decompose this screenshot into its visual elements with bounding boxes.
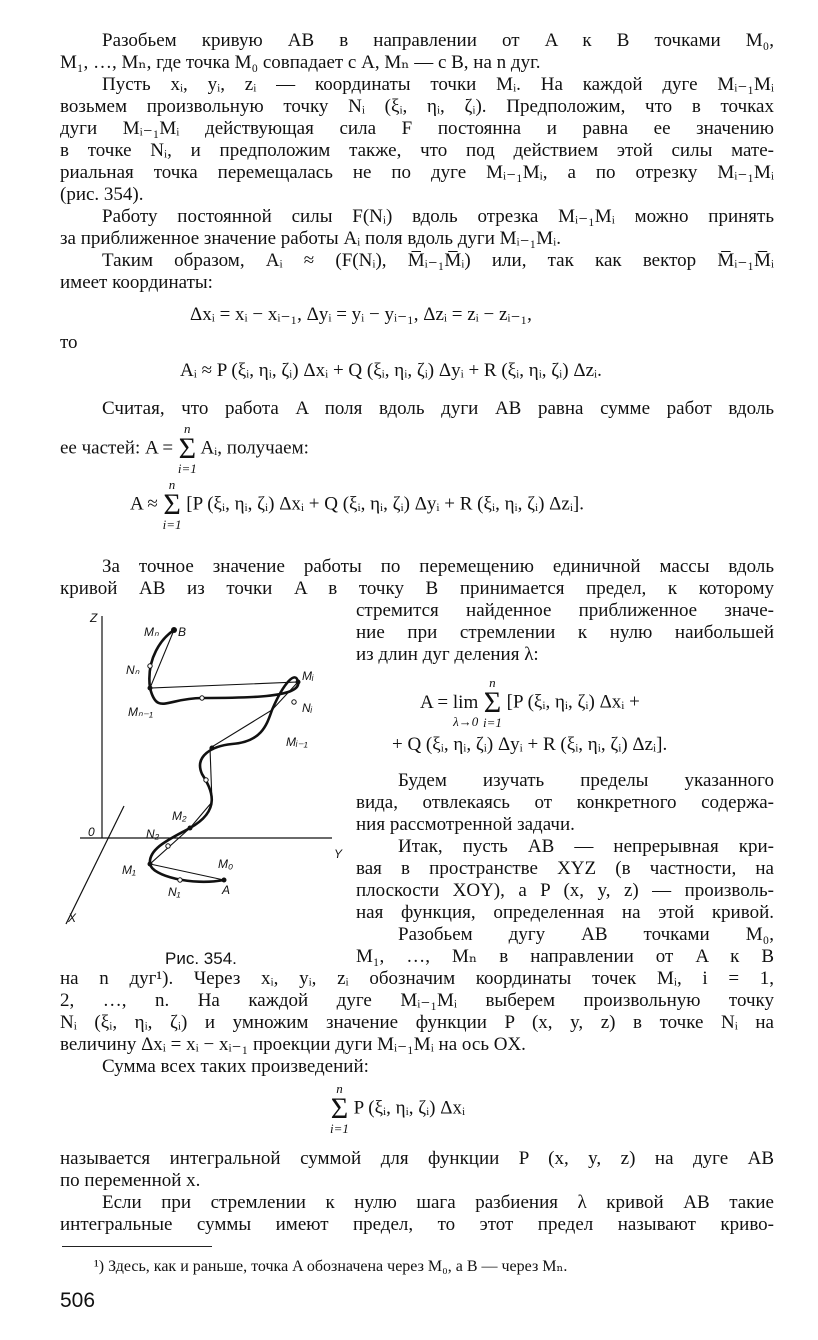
equation-work-sum-lhs: A ≈ [130, 493, 158, 515]
point-n1 [178, 878, 182, 882]
label-mn: Mₙ [144, 625, 159, 639]
para-4-line-2: имеет координаты: [60, 272, 213, 293]
intermediate-points [148, 664, 296, 882]
limit-lhs: A = lim [420, 692, 479, 713]
para-5-line-2 [60, 422, 774, 476]
para-8-line-4: ная функция, определенная на этой кривой. [356, 902, 774, 923]
sigma-symbol: Σ [163, 488, 181, 521]
label-x: X [68, 911, 77, 925]
para-2-line-5: риальная точка перемещалась не по дуге Mᵢ₋₁Mᵢ, а по отрезку Mᵢ₋₁Mᵢ [60, 162, 774, 183]
para-6-line-1: За точное значение работы по перемещению единичной массы вдоль [102, 556, 774, 577]
curve-points [148, 627, 301, 883]
para-6-line-3: стремится найденное приближенное значе- [356, 600, 774, 621]
axis-x [66, 806, 124, 924]
sum-lower-limit: i=1 [330, 1121, 349, 1136]
sigma-symbol: Σ [330, 1092, 349, 1125]
limit-block [420, 677, 478, 729]
point-m1 [148, 862, 153, 867]
chord-polyline [150, 630, 298, 880]
sum-symbol-4 [330, 1082, 349, 1136]
para-5-line-2-end: Aᵢ, получаем: [200, 437, 309, 459]
para-10: Сумма всех таких произведений: [102, 1056, 369, 1077]
para-3-line-2: за приближенное значение работы Aᵢ поля вдоль дуги Mᵢ₋₁Mᵢ. [60, 228, 562, 249]
footnote: ¹) Здесь, как и раньше, точка A обозначена через M₀, а B — через Mₙ. [94, 1258, 568, 1275]
figure-caption: Рис. 354. [165, 949, 237, 968]
label-n2: N₂ [146, 827, 160, 841]
figure-354 [62, 606, 352, 946]
sum-symbol-2 [163, 478, 182, 532]
sum-upper-limit: n [336, 1081, 343, 1096]
para-6-line-2: кривой AB из точки A в точку B принимается предел, к которому [60, 578, 774, 599]
point-mi1 [210, 746, 215, 751]
para-8-line-3: плоскости XOY), а P (x, y, z) — произволь- [356, 880, 774, 901]
para-9-line-6: величину Δxᵢ = xᵢ − xᵢ₋₁ проекции дуги Mᵢ₋₁Mᵢ на ось OX. [60, 1034, 526, 1055]
label-y: Y [334, 847, 343, 861]
sum-lower-limit: i=1 [177, 461, 197, 476]
sum-lower-limit: i=1 [162, 517, 182, 532]
para-6-line-4: ние при стремлении к нулю наибольшей [356, 622, 774, 643]
limit-subscript: λ→0 [453, 714, 479, 729]
sum-upper-limit: n [184, 421, 191, 436]
label-mn1: Mₙ₋₁ [128, 705, 153, 719]
para-1-line-2: M₁, …, Mₙ, где точка M₀ совпадает с A, Mₙ — с B, на n дуг. [60, 52, 541, 73]
point-m2 [188, 826, 193, 831]
para-9-line-1: Разобьем дугу AB точками M₀, [398, 924, 774, 945]
label-n1: N₁ [168, 885, 181, 899]
para-12-line-2: интегральные суммы имеют предел, то этот предел называют криво- [60, 1214, 774, 1235]
label-m2: M₂ [172, 809, 187, 823]
label-mi1: Mᵢ₋₁ [286, 735, 308, 749]
point-n2 [166, 844, 170, 848]
sum-upper-limit: n [168, 477, 176, 492]
label-m1: M₁ [122, 863, 136, 877]
point-nn [148, 664, 152, 668]
para-11-line-1: называется интегральной суммой для функции P (x, y, z) на дуге AB [60, 1148, 774, 1169]
point-b [171, 627, 177, 633]
para-5-line-2-start: ее частей: A = [60, 437, 174, 459]
para-2-line-1: Пусть xᵢ, yᵢ, zᵢ — координаты точки Mᵢ. На каждой дуге Mᵢ₋₁Mᵢ [102, 74, 774, 95]
label-z: Z [90, 611, 98, 625]
para-5-line-1: Считая, что работа A поля вдоль дуги AB равна сумме работ вдоль [102, 398, 774, 419]
equation-limit-line-2: + Q (ξᵢ, ηᵢ, ζᵢ) Δyᵢ + R (ξᵢ, ηᵢ, ζᵢ) Δzᵢ]. [392, 734, 668, 755]
para-8-line-2: вая в пространстве XYZ (в частности, на [356, 858, 774, 879]
label-b: B [178, 625, 187, 639]
equation-limit [420, 676, 640, 730]
point-n-upper [200, 696, 204, 700]
point-a [222, 878, 227, 883]
para-9-line-2: M₁, …, Mₙ в направлении от A к B [356, 946, 774, 967]
equation-work-approx: Aᵢ ≈ P (ξᵢ, ηᵢ, ζᵢ) Δxᵢ + Q (ξᵢ, ηᵢ, ζᵢ) Δyᵢ + R (ξᵢ, ηᵢ, ζᵢ) Δzᵢ. [180, 360, 602, 381]
label-o: 0 [88, 825, 95, 839]
para-1-line-1: Разобьем кривую AB в направлении от A к B точками M₀, [102, 30, 774, 51]
para-9-line-5: Nᵢ (ξᵢ, ηᵢ, ζᵢ) и умножим значение функции P (x, y, z) в точке Nᵢ на [60, 1012, 774, 1033]
equation-work-sum-rhs: [P (ξᵢ, ηᵢ, ζᵢ) Δxᵢ + Q (ξᵢ, ηᵢ, ζᵢ) Δyᵢ + R (ξᵢ, ηᵢ, ζᵢ) Δzᵢ]. [186, 493, 585, 515]
para-3-line-1: Работу постоянной силы F(Nᵢ) вдоль отрезка Mᵢ₋₁Mᵢ можно принять [102, 206, 774, 227]
point-mi [296, 680, 301, 685]
label-nn: Nₙ [126, 663, 140, 677]
para-9-line-3: на n дуг¹). Через xᵢ, yᵢ, zᵢ обозначим координаты точек Mᵢ, i = 1, [60, 968, 774, 989]
para-11-line-2: по переменной x. [60, 1170, 201, 1191]
sum-symbol-1 [178, 422, 197, 476]
equation-deltas: Δxᵢ = xᵢ − xᵢ₋₁, Δyᵢ = yᵢ − yᵢ₋₁, Δzᵢ = zᵢ − zᵢ₋₁, [190, 304, 532, 325]
para-7-line-1: Будем изучать пределы указанного [398, 770, 774, 791]
label-mi: Mᵢ [302, 669, 314, 683]
para-2-line-2: возьмем произвольную точку Nᵢ (ξᵢ, ηᵢ, ζᵢ). Предположим, что в точках [60, 96, 774, 117]
equation-work-sum [130, 478, 584, 532]
point-n-mid [204, 778, 208, 782]
para-12-line-1: Если при стремлении к нулю шага разбиения λ кривой AB такие [102, 1192, 774, 1213]
para-7-line-2: вида, отвлекаясь от конкретного содержа- [356, 792, 774, 813]
sigma-symbol: Σ [178, 432, 197, 465]
footnote-rule [62, 1246, 212, 1247]
word-then: то [60, 332, 78, 353]
point-ni [292, 700, 296, 704]
label-ni: Nᵢ [302, 701, 313, 715]
integral-sum-term: P (ξᵢ, ηᵢ, ζᵢ) Δxᵢ [353, 1097, 466, 1119]
sum-lower-limit: i=1 [482, 715, 502, 730]
para-2-line-6: (рис. 354). [60, 184, 144, 205]
para-8-line-1: Итак, пусть AB — непрерывная кри- [398, 836, 774, 857]
sum-upper-limit: n [489, 675, 496, 690]
page-number: 506 [60, 1289, 96, 1312]
sum-symbol-3 [483, 676, 502, 730]
limit-rhs-line-1: [P (ξᵢ, ηᵢ, ζᵢ) Δxᵢ + [506, 691, 640, 713]
sigma-symbol: Σ [483, 686, 502, 719]
para-9-line-4: 2, …, n. На каждой дуге Mᵢ₋₁Mᵢ выберем произвольную точку [60, 990, 774, 1011]
equation-integral-sum [330, 1082, 465, 1136]
label-m0: M₀ [218, 857, 234, 871]
para-2-line-4: в точке Nᵢ, и предположим также, что под действием этой силы мате- [60, 140, 774, 161]
para-7-line-3: ния рассмотренной задачи. [356, 814, 575, 835]
para-4-line-1: Таким образом, Aᵢ ≈ (F(Nᵢ), M̅ᵢ₋₁M̅ᵢ) или, так как вектор M̅ᵢ₋₁M̅ᵢ [102, 250, 774, 271]
para-6-line-5: из длин дуг деления λ: [356, 644, 539, 665]
label-a: A [222, 883, 231, 897]
para-2-line-3: дуги Mᵢ₋₁Mᵢ действующая сила F постоянна и равна ее значению [60, 118, 774, 139]
point-mn1 [148, 686, 153, 691]
